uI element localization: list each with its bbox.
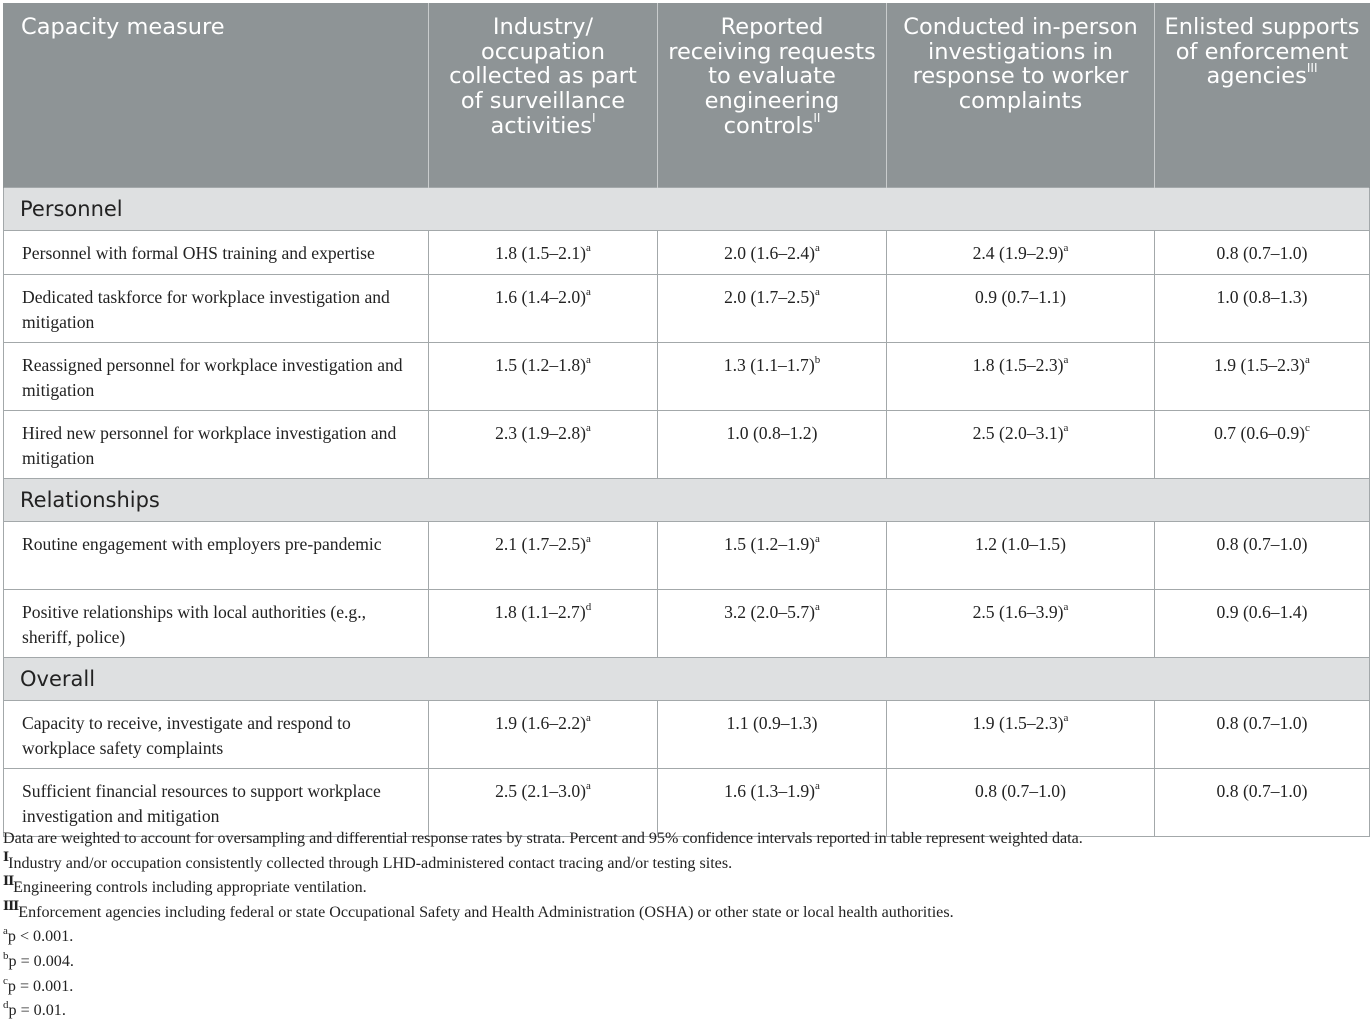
cell-value: 0.8 (0.7–1.0) bbox=[1216, 534, 1308, 554]
cell-value: 2.0 (1.6–2.4) bbox=[724, 243, 815, 263]
significance-mark: a bbox=[815, 242, 820, 254]
value-cell bbox=[658, 343, 887, 411]
footnote-mark: a bbox=[3, 925, 8, 938]
value-cell bbox=[429, 343, 658, 411]
significance-mark: a bbox=[815, 286, 820, 298]
capacity-table bbox=[3, 3, 1370, 837]
section-row bbox=[4, 479, 1370, 522]
significance-mark: a bbox=[1063, 242, 1069, 254]
section-title: Overall bbox=[4, 658, 1370, 701]
table-row bbox=[4, 275, 1370, 343]
significance-mark: a bbox=[586, 780, 591, 792]
significance-mark: a bbox=[1063, 712, 1069, 724]
cell-value: 1.9 (1.5–2.3) bbox=[972, 713, 1064, 733]
cell-value: 0.8 (0.7–1.0) bbox=[1216, 781, 1308, 801]
section-title: Personnel bbox=[4, 188, 1370, 231]
table-row bbox=[4, 411, 1370, 479]
cell-value: 2.4 (1.9–2.9) bbox=[972, 243, 1064, 263]
row-label: Dedicated taskforce for workplace investigation and mitigation bbox=[4, 275, 429, 343]
value-cell bbox=[1155, 343, 1370, 411]
column-header: Industry/ occupation collected as part of surveillance activities$^I$ bbox=[429, 3, 658, 188]
significance-mark: a bbox=[586, 422, 591, 434]
cell-value: 1.8 (1.5–2.3) bbox=[972, 355, 1064, 375]
cell-value: 1.8 (1.1–2.7) bbox=[494, 602, 586, 622]
cell-value: 0.9 (0.6–1.4) bbox=[1216, 602, 1308, 622]
footnote-text: Industry and/or occupation consistently collected through LHD-administered contact tracing and/or testing sites. bbox=[8, 854, 733, 872]
cell-value: 0.8 (0.7–1.0) bbox=[975, 781, 1066, 801]
cell-value: 1.0 (0.8–1.3) bbox=[1216, 287, 1308, 307]
cell-value: 1.6 (1.3–1.9) bbox=[724, 781, 815, 801]
section-row bbox=[4, 188, 1370, 231]
value-cell bbox=[1155, 411, 1370, 479]
row-label: Hired new personnel for workplace investigation and mitigation bbox=[4, 411, 429, 479]
significance-mark: a bbox=[1063, 422, 1069, 434]
value-cell bbox=[887, 590, 1155, 658]
cell-value: 1.8 (1.5–2.1) bbox=[495, 243, 586, 263]
cell-value: 3.2 (2.0–5.7) bbox=[724, 602, 815, 622]
significance-mark: a bbox=[586, 533, 591, 545]
value-cell bbox=[887, 701, 1155, 769]
value-cell bbox=[658, 522, 887, 590]
value-cell bbox=[887, 275, 1155, 343]
significance-mark: a bbox=[1063, 354, 1069, 366]
significance-mark: a bbox=[815, 601, 820, 613]
cell-value: 0.7 (0.6–0.9) bbox=[1214, 423, 1305, 443]
row-label: Reassigned personnel for workplace investigation and mitigation bbox=[4, 343, 429, 411]
cell-value: 2.3 (1.9–2.8) bbox=[495, 423, 586, 443]
table-row bbox=[4, 590, 1370, 658]
value-cell bbox=[1155, 701, 1370, 769]
significance-mark: a bbox=[815, 533, 820, 545]
footnote-text: p = 0.01. bbox=[8, 1002, 66, 1020]
value-cell bbox=[658, 701, 887, 769]
cell-value: 1.3 (1.1–1.7) bbox=[723, 355, 815, 375]
row-label: Personnel with formal OHS training and expertise bbox=[4, 231, 429, 275]
value-cell bbox=[658, 275, 887, 343]
footnote-text: p < 0.001. bbox=[7, 928, 74, 946]
footnote bbox=[3, 827, 1363, 852]
cell-value: 2.0 (1.7–2.5) bbox=[724, 287, 815, 307]
table-row bbox=[4, 231, 1370, 275]
table-container bbox=[3, 3, 1370, 837]
header-row bbox=[4, 3, 1370, 188]
cell-value: 1.5 (1.2–1.8) bbox=[495, 355, 586, 375]
column-header: Reported receiving requests to evaluate engineering controls$^{II}$ bbox=[658, 3, 887, 188]
cell-value: 1.9 (1.6–2.2) bbox=[495, 713, 586, 733]
value-cell bbox=[429, 522, 658, 590]
significance-mark: a bbox=[586, 354, 591, 366]
significance-mark: c bbox=[1305, 422, 1310, 434]
value-cell bbox=[1155, 522, 1370, 590]
value-cell bbox=[429, 231, 658, 275]
footnote-mark: d bbox=[3, 999, 9, 1012]
cell-value: 1.9 (1.5–2.3) bbox=[1214, 355, 1305, 375]
row-label: Capacity to receive, investigate and respond to workplace safety complaints bbox=[4, 701, 429, 769]
cell-value: 1.0 (0.8–1.2) bbox=[726, 423, 818, 443]
cell-value: 0.8 (0.7–1.0) bbox=[1216, 243, 1308, 263]
cell-value: 1.1 (0.9–1.3) bbox=[726, 713, 818, 733]
cell-value: 1.2 (1.0–1.5) bbox=[975, 534, 1066, 554]
cell-value: 0.8 (0.7–1.0) bbox=[1216, 713, 1308, 733]
column-header: Conducted in-person investigations in response to worker complaints bbox=[887, 3, 1155, 188]
footnote-mark: II bbox=[3, 874, 14, 890]
cell-value: 1.6 (1.4–2.0) bbox=[495, 287, 586, 307]
cell-value: 0.9 (0.7–1.1) bbox=[975, 287, 1066, 307]
section-row bbox=[4, 658, 1370, 701]
significance-mark: a bbox=[586, 286, 591, 298]
table-row bbox=[4, 701, 1370, 769]
column-header: Capacity measure bbox=[4, 3, 429, 188]
footnote bbox=[3, 898, 1363, 926]
footnote-mark: III bbox=[3, 898, 19, 914]
value-cell bbox=[887, 522, 1155, 590]
value-cell bbox=[429, 701, 658, 769]
footnote-text: p = 0.004. bbox=[8, 952, 74, 970]
significance-mark: b bbox=[814, 354, 821, 366]
value-cell bbox=[429, 275, 658, 343]
section-title: Relationships bbox=[4, 479, 1370, 522]
cell-value: 1.5 (1.2–1.9) bbox=[724, 534, 815, 554]
value-cell bbox=[887, 343, 1155, 411]
footnote-text: Enforcement agencies including federal or state Occupational Safety and Health Administration (OSHA) or other state or local health authorities. bbox=[18, 903, 954, 921]
footnote-text: Engineering controls including appropriate ventilation. bbox=[13, 879, 367, 897]
value-cell bbox=[1155, 590, 1370, 658]
cell-value: 2.5 (2.1–3.0) bbox=[495, 781, 586, 801]
cell-value: 2.5 (1.6–3.9) bbox=[972, 602, 1064, 622]
cell-value: 2.5 (2.0–3.1) bbox=[972, 423, 1064, 443]
footnote-mark: b bbox=[3, 949, 9, 962]
significance-mark: a bbox=[1305, 354, 1310, 366]
row-label: Sufficient financial resources to support workplace investigation and mitigation bbox=[4, 769, 429, 837]
significance-mark: a bbox=[815, 780, 820, 792]
value-cell bbox=[658, 411, 887, 479]
value-cell bbox=[1155, 231, 1370, 275]
table-row bbox=[4, 522, 1370, 590]
footnote bbox=[3, 975, 1363, 1000]
footnote bbox=[3, 925, 1363, 950]
footnote-mark: c bbox=[3, 974, 8, 987]
significance-mark: a bbox=[1063, 601, 1069, 613]
column-header: Enlisted supports of enforcement agencies$^{III}$ bbox=[1155, 3, 1370, 188]
row-label: Routine engagement with employers pre-pandemic bbox=[4, 522, 429, 590]
value-cell bbox=[1155, 275, 1370, 343]
footnote bbox=[3, 999, 1363, 1024]
footnote-text: p = 0.001. bbox=[7, 977, 74, 995]
significance-mark: d bbox=[585, 601, 592, 613]
value-cell bbox=[658, 231, 887, 275]
value-cell bbox=[429, 411, 658, 479]
value-cell bbox=[429, 590, 658, 658]
value-cell bbox=[887, 231, 1155, 275]
table-row bbox=[4, 343, 1370, 411]
cell-value: 2.1 (1.7–2.5) bbox=[495, 534, 586, 554]
footnotes bbox=[3, 827, 1363, 1024]
value-cell bbox=[887, 411, 1155, 479]
footnote bbox=[3, 849, 1363, 877]
significance-mark: a bbox=[586, 712, 591, 724]
row-label: Positive relationships with local authorities (e.g., sheriff, police) bbox=[4, 590, 429, 658]
value-cell bbox=[658, 590, 887, 658]
significance-mark: a bbox=[586, 242, 591, 254]
footnote bbox=[3, 950, 1363, 975]
footnote-text: Data are weighted to account for oversampling and differential response rates by strata. Percent and 95% confidence intervals reported in table represent weighted data. bbox=[3, 830, 1083, 847]
footnote bbox=[3, 876, 1363, 901]
footnote-mark: I bbox=[3, 849, 9, 865]
